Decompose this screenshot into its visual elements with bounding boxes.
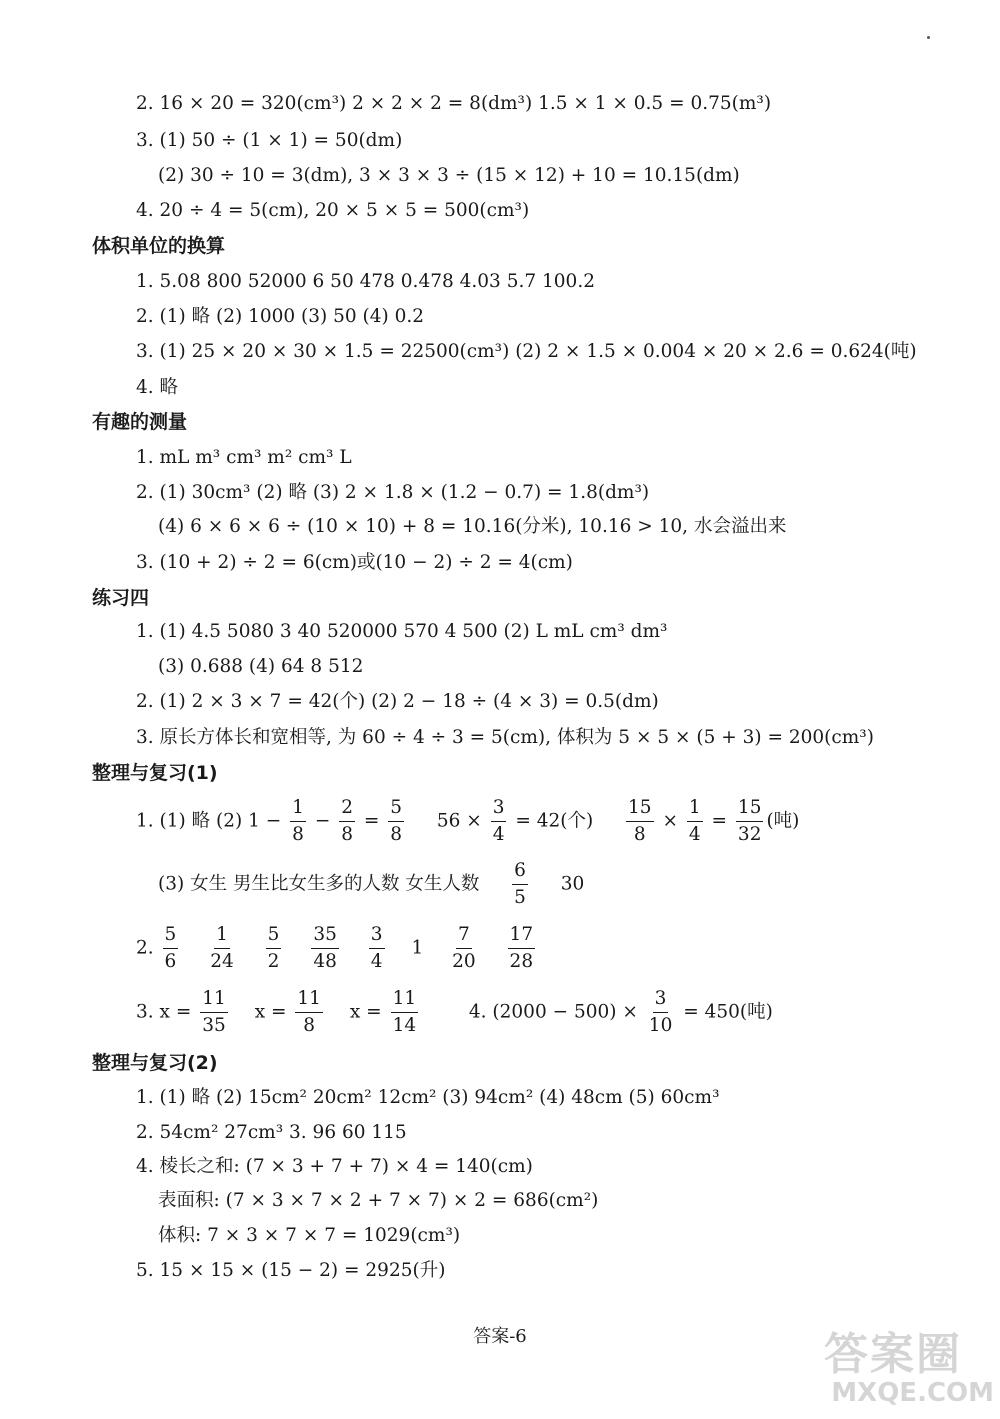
expression: x = bbox=[254, 1001, 287, 1023]
operator: − bbox=[314, 810, 331, 832]
fraction: $\frac{15}{8}$ bbox=[628, 797, 652, 845]
answer-line: (2) 30 ÷ 10 = 3(dm), 3 × 3 × 3 ÷ (15 × 12) + 10 = 10.15(dm) bbox=[158, 165, 740, 186]
section-heading: 练习四 bbox=[92, 587, 150, 609]
operator: × bbox=[662, 810, 678, 832]
operator: = bbox=[711, 810, 728, 832]
answer-line: 3. (10 + 2) ÷ 2 = 6(cm)或(10 − 2) ÷ 2 = 4(cm) bbox=[136, 552, 573, 573]
answer-line: 3. (1) 50 ÷ (1 × 1) = 50(dm) bbox=[136, 130, 403, 151]
answer-line: 2. 16 × 20 = 320(cm³) 2 × 2 × 2 = 8(dm³) 1.5 × 1 × 0.5 = 0.75(m³) bbox=[136, 93, 772, 114]
answer-text: 30 bbox=[560, 873, 585, 895]
expression: 56 × bbox=[436, 810, 482, 832]
answer-line: 3. (1) 25 × 20 × 30 × 1.5 = 22500(cm³) (2) 2 × 1.5 × 0.004 × 20 × 2.6 = 0.624(吨) bbox=[136, 341, 917, 362]
fraction: $\frac{5}{6}$ bbox=[164, 924, 177, 972]
answer-text: (3) 女生 男生比女生多的人数 女生人数 bbox=[158, 873, 480, 895]
answer-line: 5. 15 × 15 × (15 − 2) = 2925(升) bbox=[136, 1260, 446, 1281]
answer-line: 3. 原长方体长和宽相等, 为 60 ÷ 4 ÷ 3 = 5(cm), 体积为 5 × 5 × (5 + 3) = 200(cm³) bbox=[136, 727, 874, 748]
answer-line: 1. 5.08 800 52000 6 50 478 0.478 4.03 5.7 100.2 bbox=[136, 271, 595, 292]
answer-line: 4. 20 ÷ 4 = 5(cm), 20 × 5 × 5 = 500(cm³) bbox=[136, 200, 530, 221]
section-heading: 整理与复习(1) bbox=[92, 762, 218, 784]
fraction: $\frac{1}{24}$ bbox=[210, 924, 234, 972]
section-heading: 整理与复习(2) bbox=[92, 1052, 218, 1074]
fraction-answer-line bbox=[158, 858, 584, 911]
fraction: $\frac{3}{10}$ bbox=[648, 988, 673, 1036]
expression: x = bbox=[349, 1001, 382, 1023]
q1-prefix: 1. (1) 略 (2) 1 − bbox=[136, 810, 282, 832]
answer-line: (3) 0.688 (4) 64 8 512 bbox=[158, 656, 364, 677]
fraction: $\frac{11}{14}$ bbox=[392, 988, 417, 1036]
fraction: $\frac{1}{4}$ bbox=[688, 797, 701, 845]
answer-line: 2. 54cm² 27cm³ 3. 96 60 115 bbox=[136, 1122, 407, 1143]
fraction-answer-line bbox=[136, 922, 538, 975]
answer-line: 2. (1) 30cm³ (2) 略 (3) 2 × 1.8 × (1.2 − 0.7) = 1.8(dm³) bbox=[136, 482, 650, 503]
fraction: $\frac{7}{20}$ bbox=[452, 924, 476, 972]
expression: = 450(吨) bbox=[683, 1001, 773, 1023]
scan-dot bbox=[927, 36, 930, 39]
answer-line: 体积: 7 × 3 × 7 × 7 = 1029(cm³) bbox=[158, 1225, 461, 1246]
expression: = 42(个) bbox=[515, 810, 594, 832]
answer-line: 4. 略 bbox=[136, 377, 179, 398]
answer-line: 4. 棱长之和: (7 × 3 + 7 + 7) × 4 = 140(cm) bbox=[136, 1156, 533, 1177]
answer-line: 2. (1) 2 × 3 × 7 = 42(个) (2) 2 − 18 ÷ (4 × 3) = 0.5(dm) bbox=[136, 691, 659, 712]
fraction: $\frac{11}{8}$ bbox=[297, 988, 321, 1036]
answer-line: 2. (1) 略 (2) 1000 (3) 50 (4) 0.2 bbox=[136, 306, 425, 327]
fraction: $\frac{3}{4}$ bbox=[492, 797, 505, 845]
fraction: $\frac{1}{8}$ bbox=[292, 797, 304, 845]
fraction-answer-line bbox=[136, 986, 773, 1039]
answer-value: 1 bbox=[411, 937, 424, 959]
section-heading: 有趣的测量 bbox=[92, 411, 188, 433]
answer-line: 1. (1) 略 (2) 15cm² 20cm² 12cm² (3) 94cm² (4) 48cm (5) 60cm³ bbox=[136, 1087, 720, 1108]
fraction: $\frac{6}{5}$ bbox=[514, 860, 526, 908]
fraction-answer-line bbox=[136, 795, 799, 848]
answer-line: 1. (1) 4.5 5080 3 40 520000 570 4 500 (2) L mL cm³ dm³ bbox=[136, 621, 668, 642]
expression: 3. x = bbox=[136, 1001, 192, 1023]
unit: (吨) bbox=[766, 810, 800, 832]
fraction: $\frac{5}{8}$ bbox=[390, 797, 403, 845]
answer-line: 1. mL m³ cm³ m² cm³ L bbox=[136, 447, 352, 468]
watermark-logo: 答案圈 MXQE.COM bbox=[824, 1329, 994, 1408]
operator: = bbox=[363, 810, 380, 832]
expression: 4. (2000 − 500) × bbox=[468, 1001, 638, 1023]
answer-line: (4) 6 × 6 × 6 ÷ (10 × 10) + 8 = 10.16(分米), 10.16 > 10, 水会溢出来 bbox=[158, 516, 787, 537]
section-heading: 体积单位的换算 bbox=[92, 235, 226, 257]
fraction: $\frac{11}{35}$ bbox=[202, 988, 226, 1036]
fraction: $\frac{15}{32}$ bbox=[737, 797, 762, 845]
item-number: 2. bbox=[136, 937, 154, 959]
fraction: $\frac{2}{8}$ bbox=[341, 797, 353, 845]
fraction: $\frac{5}{2}$ bbox=[267, 924, 280, 972]
page-footer: 答案-6 bbox=[473, 1326, 527, 1347]
fraction: $\frac{17}{28}$ bbox=[509, 924, 534, 972]
fraction: $\frac{3}{4}$ bbox=[370, 924, 383, 972]
answer-line: 表面积: (7 × 3 × 7 × 2 + 7 × 7) × 2 = 686(cm²) bbox=[158, 1190, 599, 1211]
fraction: $\frac{35}{48}$ bbox=[313, 924, 337, 972]
